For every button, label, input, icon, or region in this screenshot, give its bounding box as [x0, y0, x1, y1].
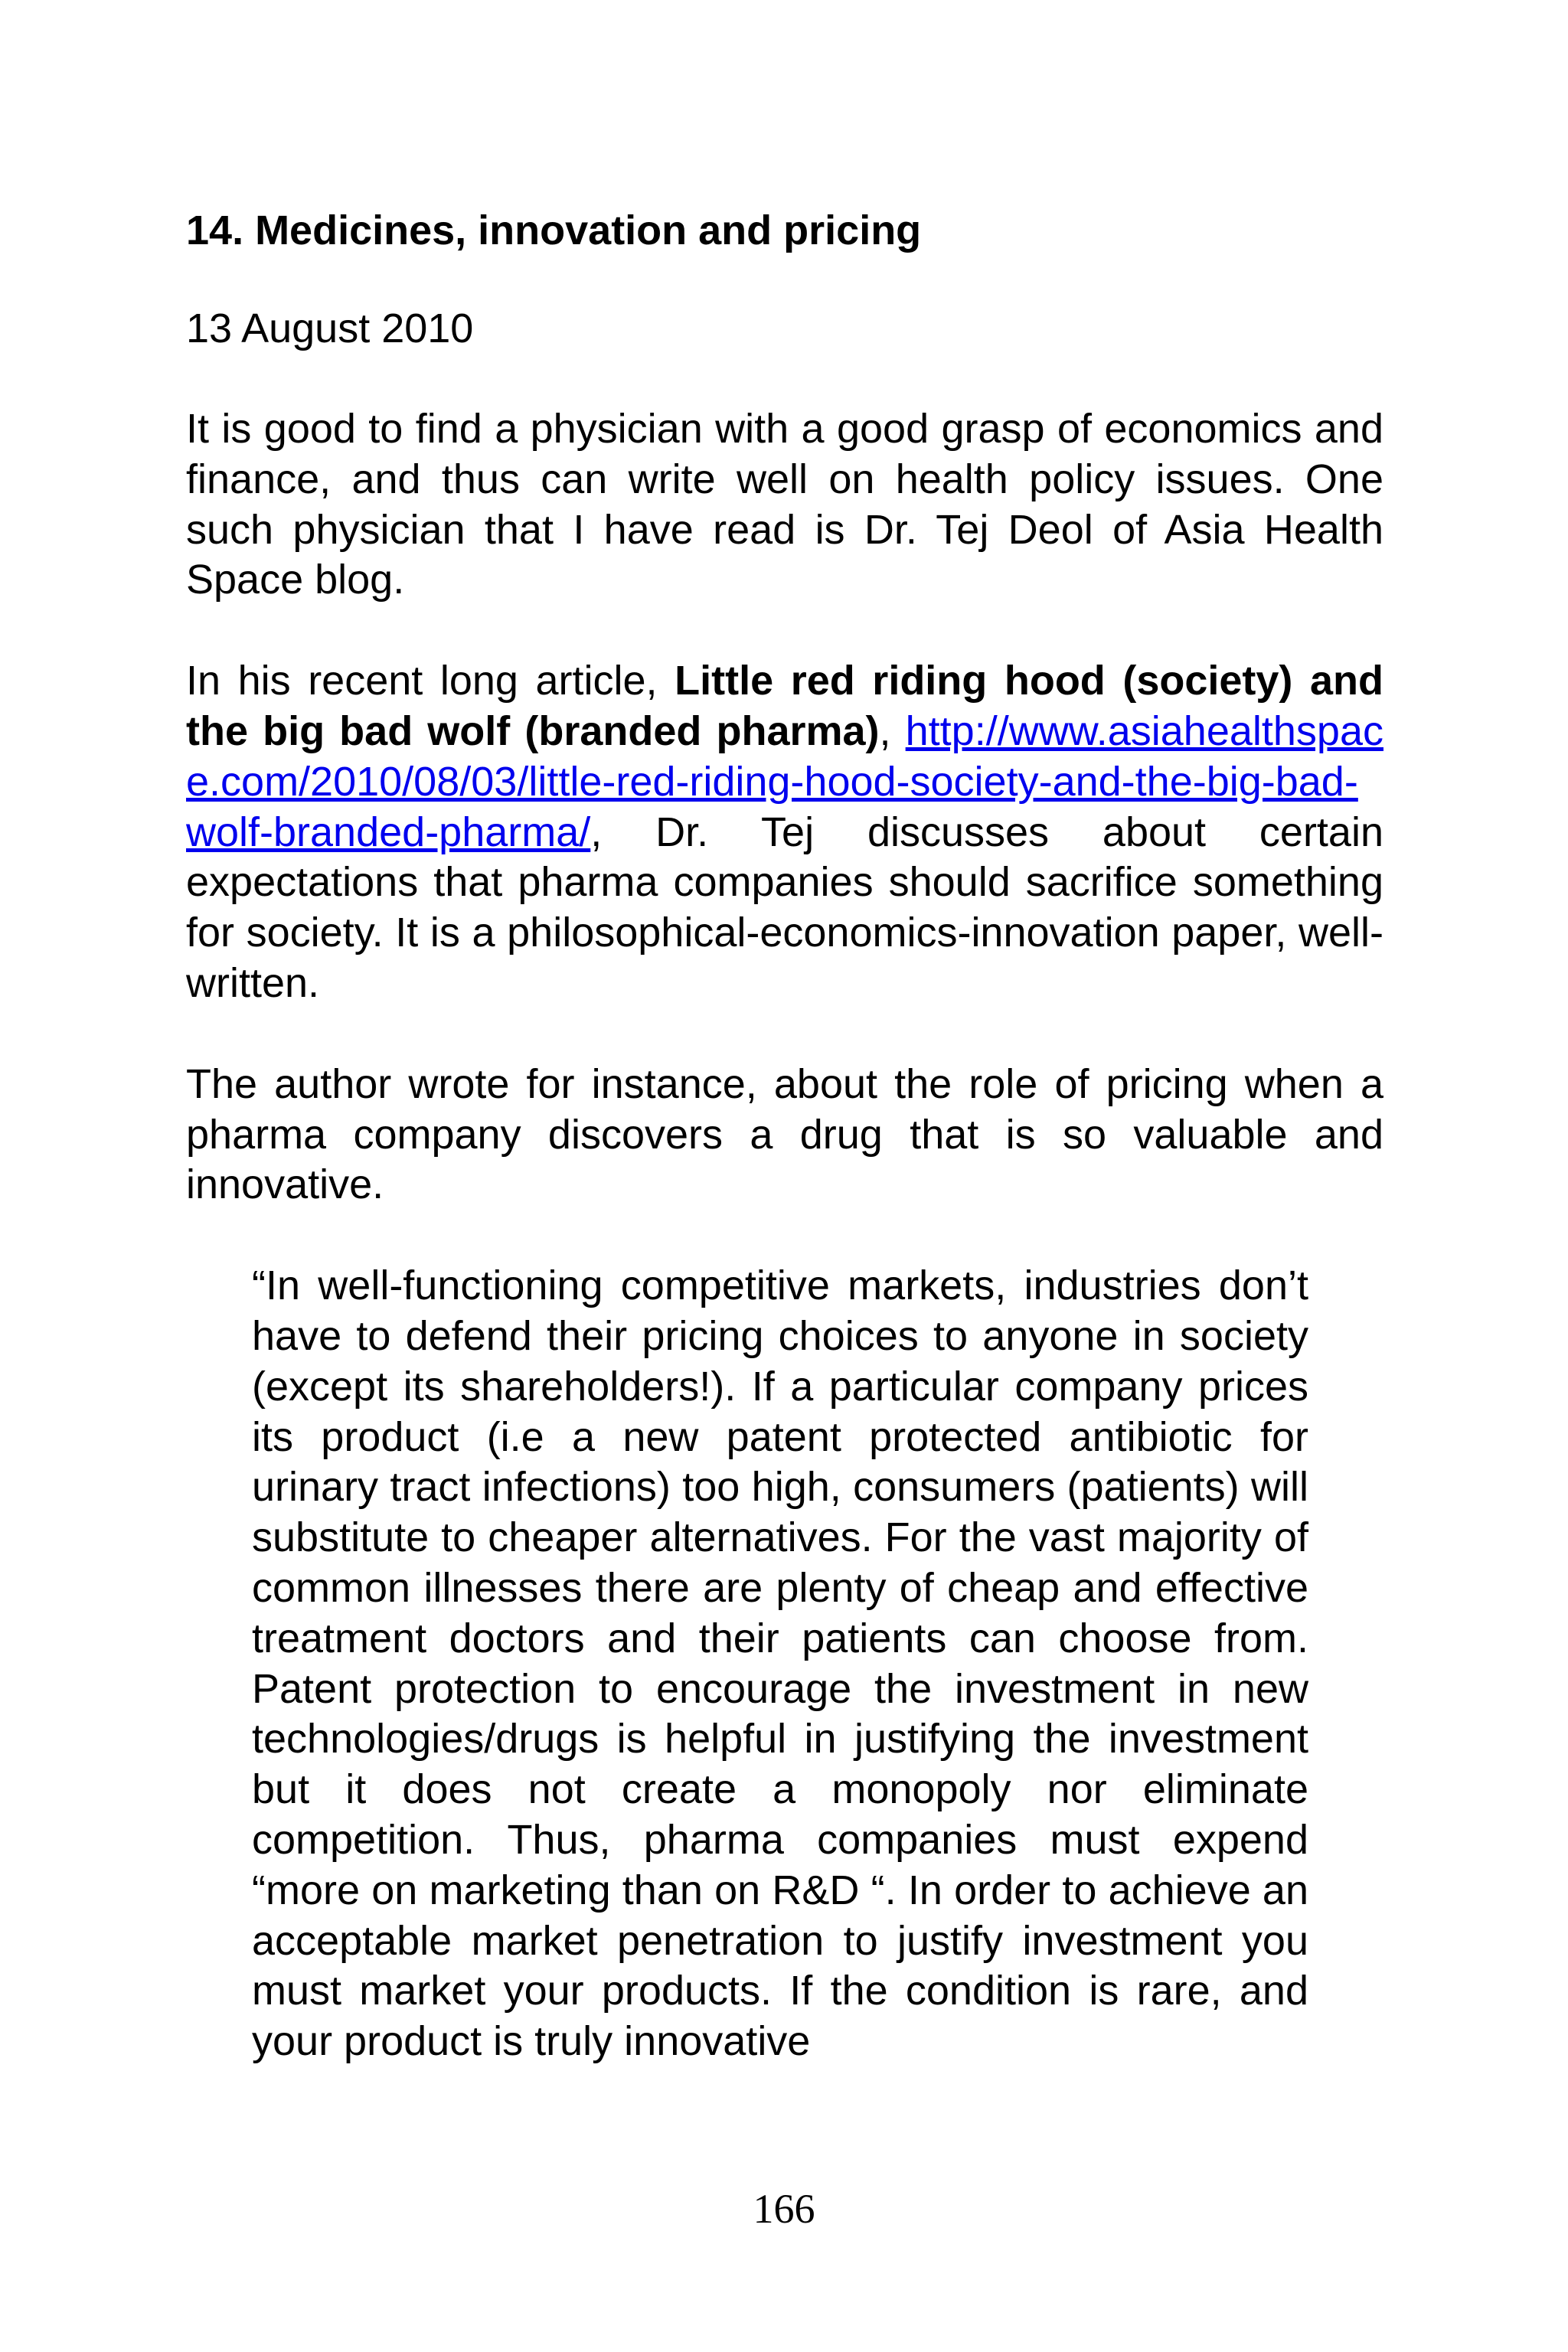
chapter-heading: 14. Medicines, innovation and pricing [186, 207, 922, 253]
comma-separator: , [879, 707, 906, 754]
paragraph-pricing: The author wrote for instance, about the role of pricing when a pharma company discovers a drug that is so valuable and innovative. [186, 1060, 1383, 1208]
page-content [186, 205, 1383, 2067]
page-number: 166 [753, 2186, 815, 2232]
paragraph-article-reference [186, 656, 1383, 1009]
paragraph-intro: It is good to find a physician with a good grasp of economics and finance, and thus can write well on health policy issues. One such physician that I have read is Dr. Tej Deol of Asia Health Space blog. [186, 406, 1383, 603]
paragraph-intro-text: In his recent long article, [186, 658, 675, 704]
article-link[interactable]: http://www.asiahealthspace.com/2010/08/03/little-red-riding-hood-society-and-the-big-bad-wolf-branded-pharma/ [186, 707, 1383, 855]
post-date: 13 August 2010 [186, 305, 474, 351]
paragraph-rest-text: , Dr. Tej discusses about certain expectations that pharma companies should sacrifice something for society. It is a philosophical-economics-innovation paper, well-written. [186, 808, 1383, 1006]
block-quote: “In well-functioning competitive markets, industries don’t have to defend their pricing choices to anyone in society (except its shareholders!). If a particular company prices its product (i.e a new patent protected antibiotic for urinary tract infections) too high, consumers (patients) will substitute to cheaper alternatives. For the vast majority of common illnesses there are plenty of cheap and effective treatment doctors and their patients can choose from. Patent protection to encourage the investment in new technologies/drugs is helpful in justifying the investment but it does not create a monopoly nor eliminate competition. Thus, pharma companies must expend “more on marketing than on R&D “. In order to achieve an acceptable market penetration to justify investment you must market your products. If the condition is rare, and your product is truly innovative [252, 1263, 1308, 2065]
article-title: Little red riding hood (society) and the big bad wolf (branded pharma) [186, 658, 1383, 754]
